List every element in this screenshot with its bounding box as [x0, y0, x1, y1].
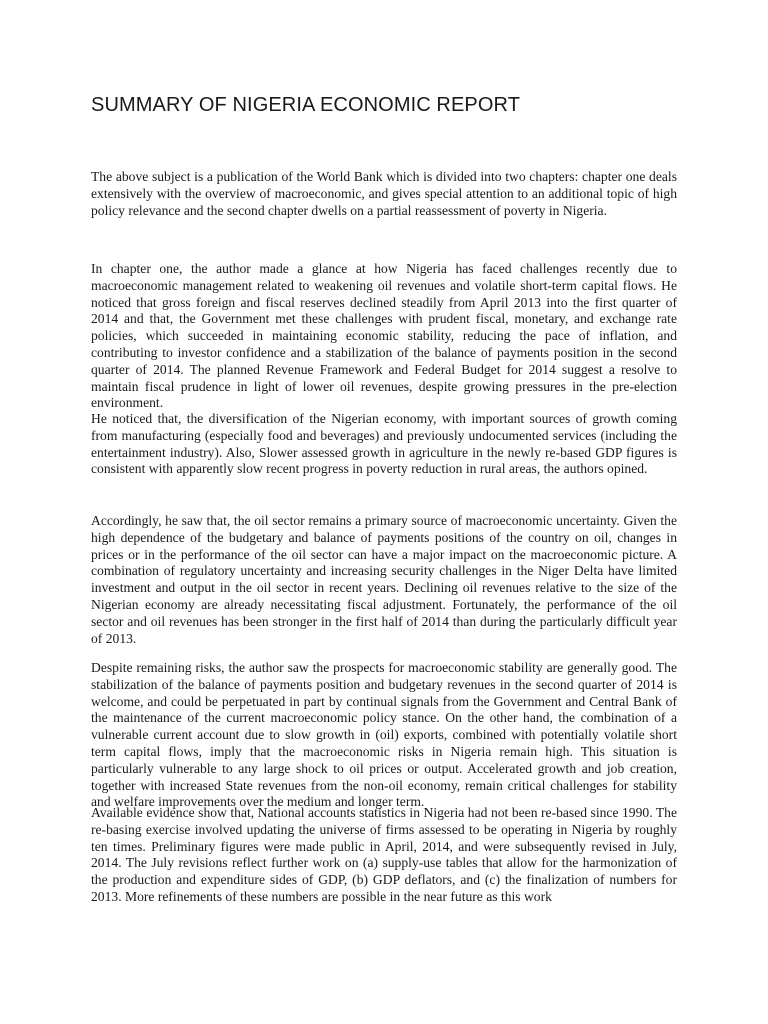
document-title: SUMMARY OF NIGERIA ECONOMIC REPORT [91, 94, 521, 116]
paragraph-prospects: Despite remaining risks, the author saw the prospects for macroeconomic stability are generally good. The stabilization of the balance of payments position and budgetary revenues in the second quarter of 2014 is welcome, and could be perpetuated in part by continual signals from the Government and Central Bank of the maintenance of the current macroeconomic policy stance. On the other hand, the combination of a vulnerable current account due to slow growth in (oil) exports, combined with potentially volatile short term capital flows, imply that the macroeconomic risks in Nigeria remain high. This situation is particularly vulnerable to any large shock to oil prices or output. Accelerated growth and job creation, together with increased State revenues from the non-oil economy, remain critical challenges for stability and welfare improvements over the medium and longer term. [91, 660, 677, 810]
paragraph-chapter-one: In chapter one, the author made a glance at how Nigeria has faced challenges recently due to macroeconomic management related to weakening oil revenues and volatile short-term capital flows. He noticed that gross foreign and fiscal reserves declined steadily from April 2013 into the first quarter of 2014 and that, the Government met these challenges with prudent fiscal, monetary, and exchange rate policies, which succeeded in maintaining economic stability, reducing the pace of inflation, and contributing to investor confidence and a stabilization of the balance of payments position in the second quarter of 2014. The planned Revenue Framework and Federal Budget for 2014 suggest a resolve to maintain fiscal prudence in light of lower oil revenues, despite growing pressures in the pre-election environment. [91, 261, 677, 411]
paragraph-diversification: He noticed that, the diversification of the Nigerian economy, with important sources of growth coming from manufacturing (especially food and beverages) and previously undocumented services (including the entertainment industry). Also, Slower assessed growth in agriculture in the newly re-based GDP figures is consistent with apparently slow recent progress in poverty reduction in rural areas, the authors opined. [91, 411, 677, 477]
paragraph-oil-sector: Accordingly, he saw that, the oil sector remains a primary source of macroeconomic uncertainty. Given the high dependence of the budgetary and balance of payments positions of the country on oil, changes in prices or in the performance of the oil sector can have a major impact on the macroeconomic picture. A combination of regulatory uncertainty and increasing security challenges in the Niger Delta have limited investment and output in the oil sector in recent years. Declining oil revenues relative to the size of the Nigerian economy are already necessitating fiscal adjustment. Fortunately, the performance of the oil sector and oil revenues has been stronger in the first half of 2014 than during the particularly difficult year of 2013. [91, 513, 677, 646]
paragraph-national-accounts: Available evidence show that, National accounts statistics in Nigeria had not been re-based since 1990. The re-basing exercise involved updating the universe of firms assessed to be operating in Nigeria by roughly ten times. Preliminary figures were made public in April, 2014, and were subsequently revised in July, 2014. The July revisions reflect further work on (a) supply-use tables that allow for the harmonization of the production and expenditure sides of GDP, (b) GDP deflators, and (c) the finalization of numbers for 2013. More refinements of these numbers are possible in the near future as this work [91, 805, 677, 904]
paragraph-introduction: The above subject is a publication of the World Bank which is divided into two chapters: chapter one deals extensively with the overview of macroeconomic, and gives special attention to an additional topic of high policy relevance and the second chapter dwells on a partial reassessment of poverty in Nigeria. [91, 169, 677, 218]
